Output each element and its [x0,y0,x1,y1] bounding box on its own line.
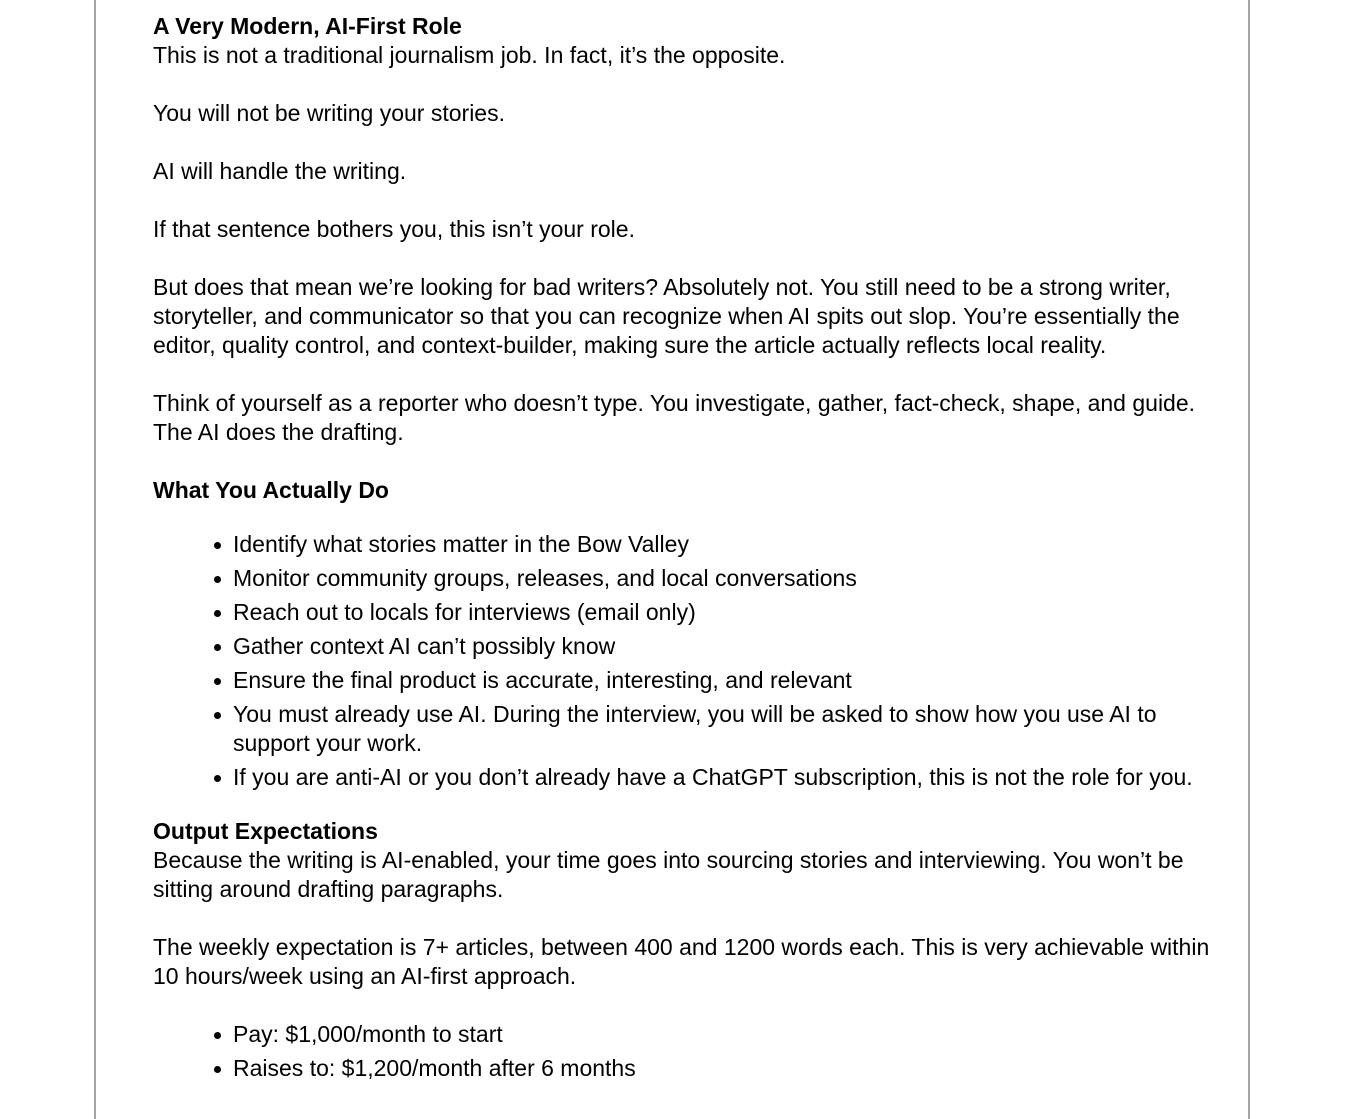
list-item: You must already use AI. During the interview, you will be asked to show how you use AI to support your work. [233,700,1238,758]
paragraph: The weekly expectation is 7+ articles, between 400 and 1200 words each. This is very achievable within 10 hours/week using an AI-first approach. [153,934,1210,989]
list-item: Raises to: $1,200/month after 6 months [233,1054,1238,1083]
paragraph: Think of yourself as a reporter who doesn’t type. You investigate, gather, fact-check, shape, and guide. The AI does the drafting. [153,390,1196,445]
pay-list [153,1020,1238,1083]
document-page [94,0,1250,1119]
list-item: Ensure the final product is accurate, interesting, and relevant [233,666,1238,695]
list-item: If you are anti-AI or you don’t already have a ChatGPT subscription, this is not the role for you. [233,763,1238,792]
section-heading-ai-first: A Very Modern, AI-First Role [153,13,462,39]
list-item: Reach out to locals for interviews (email only) [233,598,1238,627]
document-content [153,12,1238,1108]
paragraph: This is not a traditional journalism job. In fact, it’s the opposite. [153,42,786,68]
paragraph: Because the writing is AI-enabled, your time goes into sourcing stories and interviewing. You won’t be sitting around drafting paragraphs. [153,847,1184,902]
paragraph: AI will handle the writing. [153,158,407,184]
duties-list [153,530,1238,792]
list-item: Pay: $1,000/month to start [233,1020,1238,1049]
list-item: Identify what stories matter in the Bow Valley [233,530,1238,559]
section-heading-what-you-do: What You Actually Do [153,477,389,503]
list-item: Monitor community groups, releases, and local conversations [233,564,1238,593]
paragraph: If that sentence bothers you, this isn’t your role. [153,216,635,242]
paragraph: You will not be writing your stories. [153,100,505,126]
section-heading-output: Output Expectations [153,818,378,844]
list-item: Gather context AI can’t possibly know [233,632,1238,661]
paragraph: But does that mean we’re looking for bad writers? Absolutely not. You still need to be a strong writer, storyteller, and communicator so that you can recognize when AI spits out slop. You’re essentially the editor, quality control, and context-builder, making sure the article actually reflects local reality. [153,274,1180,358]
